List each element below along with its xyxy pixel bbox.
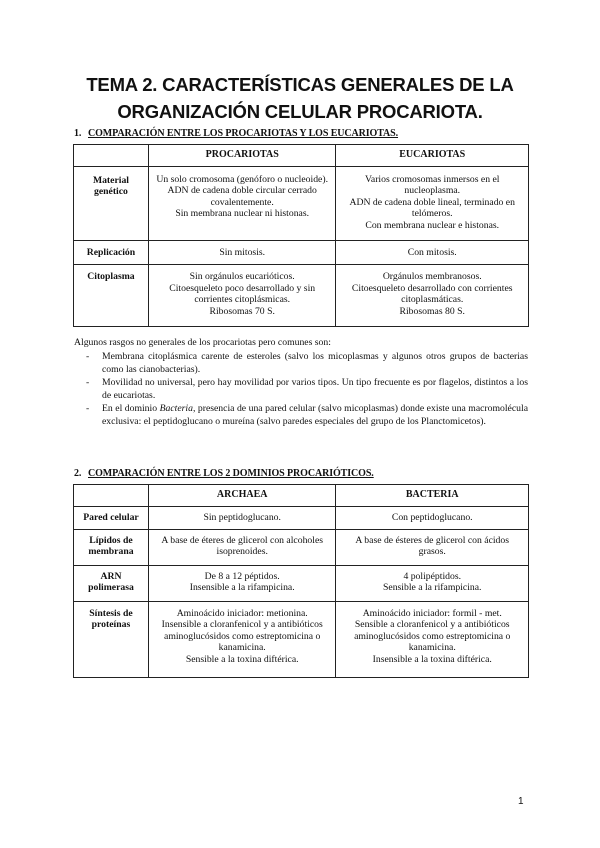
- cell-line: Citoesqueleto poco desarrollado y sin corrientes citoplásmicas.: [169, 282, 316, 306]
- notes-intro: Algunos rasgos no generales de los procariotas pero comunes son:: [74, 337, 331, 348]
- page-number: 1: [518, 796, 524, 807]
- table-cell: [148, 565, 336, 601]
- section-1-heading: [74, 128, 399, 139]
- cell-line: Sin membrana nuclear ni histonas.: [175, 208, 310, 220]
- column-header: EUCARIOTAS: [336, 145, 529, 167]
- section-2-number: 2.: [74, 468, 82, 479]
- cell-line: A base de ésteres de glicerol con ácidos grasos.: [355, 534, 510, 558]
- table-cell: [336, 240, 529, 265]
- header-empty-cell: [74, 145, 149, 167]
- table-cell: [336, 529, 529, 565]
- title-line-2: ORGANIZACIÓN CELULAR PROCARIOTA.: [117, 101, 483, 122]
- table-row: [74, 565, 529, 601]
- list-item-text: , presencia de una pared celular (salvo micoplasmas) donde existe una macromolécula exclusiva: el peptidoglucano o mureína (salvo paredes especiales del grupo de los Planctomicetos).: [102, 403, 528, 427]
- cell-line: Sensible a la rifampicina.: [383, 582, 482, 594]
- column-header: PROCARIOTAS: [148, 145, 336, 167]
- row-label: Replicación: [74, 240, 149, 265]
- list-item: - Membrana citoplásmica carente de esteroles (salvo los micoplasmas y algunos otros grupos de bacterias como las cianobacterias).: [102, 350, 528, 376]
- notes-block: [74, 336, 528, 428]
- section-1-number: 1.: [74, 128, 82, 139]
- cell-line: Sin mitosis.: [219, 246, 266, 258]
- section-2-title: COMPARACIÓN ENTRE LOS 2 DOMINIOS PROCARIÓTICOS.: [88, 468, 374, 479]
- archaea-bacteria-table: [73, 484, 529, 678]
- cell-line: Insensible a cloranfenicol y a antibióticos aminoglucósidos como estreptomicina o kanamicina.: [161, 619, 323, 654]
- list-item-text: En el dominio: [102, 403, 160, 414]
- table-cell: [148, 166, 336, 240]
- table-cell: [148, 506, 336, 529]
- column-header: ARCHAEA: [148, 485, 336, 507]
- table-cell: [336, 506, 529, 529]
- table-cell: [148, 601, 336, 677]
- cell-line: Varios cromosomas inmersos en el nucleoplasma.: [364, 173, 500, 197]
- list-item: - Movilidad no universal, pero hay movilidad por varios tipos. Un tipo frecuente es por flagelos, distintos a los de eucariotas.: [102, 376, 528, 402]
- cell-line: Aminoácido iniciador: formil - met.: [362, 607, 502, 619]
- table-row: [74, 240, 529, 265]
- cell-line: Con peptidoglucano.: [391, 511, 473, 523]
- table-header-row: [74, 485, 529, 507]
- page-title: [40, 71, 560, 125]
- table-cell: [336, 265, 529, 327]
- table-cell: [336, 601, 529, 677]
- section-2-heading: [74, 468, 374, 479]
- table-row: [74, 265, 529, 327]
- table-cell: [336, 166, 529, 240]
- row-label: Síntesis de proteínas: [74, 601, 149, 677]
- cell-line: 4 polipéptidos.: [403, 570, 462, 582]
- row-label: Lípidos de membrana: [74, 529, 149, 565]
- row-label: Pared celular: [74, 506, 149, 529]
- cell-line: Ribosomas 70 S.: [209, 305, 275, 317]
- table-cell: [148, 265, 336, 327]
- cell-line: Sensible a la toxina diftérica.: [185, 653, 299, 665]
- cell-line: ADN de cadena doble lineal, terminado en telómeros.: [349, 196, 515, 220]
- table-row: [74, 166, 529, 240]
- section-1-title: COMPARACIÓN ENTRE LOS PROCARIOTAS Y LOS EUCARIOTAS.: [88, 128, 399, 139]
- cell-line: Con membrana nuclear e histonas.: [365, 219, 500, 231]
- cell-line: Insensible a la rifampicina.: [189, 582, 295, 594]
- title-line-1: TEMA 2. CARACTERÍSTICAS GENERALES DE LA: [86, 74, 514, 95]
- cell-line: Insensible a la toxina diftérica.: [372, 653, 492, 665]
- cell-line: Orgánulos membranosos.: [382, 271, 482, 283]
- cell-line: A base de éteres de glicerol con alcoholes isoprenoides.: [161, 534, 324, 558]
- table-cell: [148, 240, 336, 265]
- row-label: Citoplasma: [74, 265, 149, 327]
- table-cell: [148, 529, 336, 565]
- cell-line: ADN de cadena doble circular cerrado covalentemente.: [167, 185, 317, 208]
- cell-line: Sin orgánulos eucarióticos.: [189, 271, 295, 283]
- table-cell: [336, 565, 529, 601]
- cell-line: De 8 a 12 péptidos.: [204, 570, 280, 582]
- notes-list: [74, 350, 528, 428]
- cell-line: Citoesqueleto desarrollado con corrientes citoplasmáticas.: [351, 282, 513, 306]
- row-label: ARN polimerasa: [74, 565, 149, 601]
- cell-line: Sin peptidoglucano.: [203, 511, 281, 523]
- cell-line: Un solo cromosoma (genóforo o nucleoide).: [156, 173, 329, 185]
- italic-term: Bacteria: [159, 403, 193, 414]
- table-row: [74, 506, 529, 529]
- cell-line: Sensible a cloranfenicol y a antibióticos aminoglucósidos como estreptomicina o kanamicina.: [354, 619, 511, 654]
- cell-line: Ribosomas 80 S.: [399, 305, 465, 317]
- prokaryote-eukaryote-table: [73, 144, 529, 327]
- cell-line: Aminoácido iniciador: metionina.: [176, 607, 308, 619]
- list-item: [102, 402, 528, 428]
- table-row: [74, 601, 529, 677]
- cell-line: Con mitosis.: [407, 246, 457, 258]
- column-header: BACTERIA: [336, 485, 529, 507]
- row-label: Material genético: [74, 166, 149, 240]
- table-row: [74, 529, 529, 565]
- table-header-row: [74, 145, 529, 167]
- header-empty-cell: [74, 485, 149, 507]
